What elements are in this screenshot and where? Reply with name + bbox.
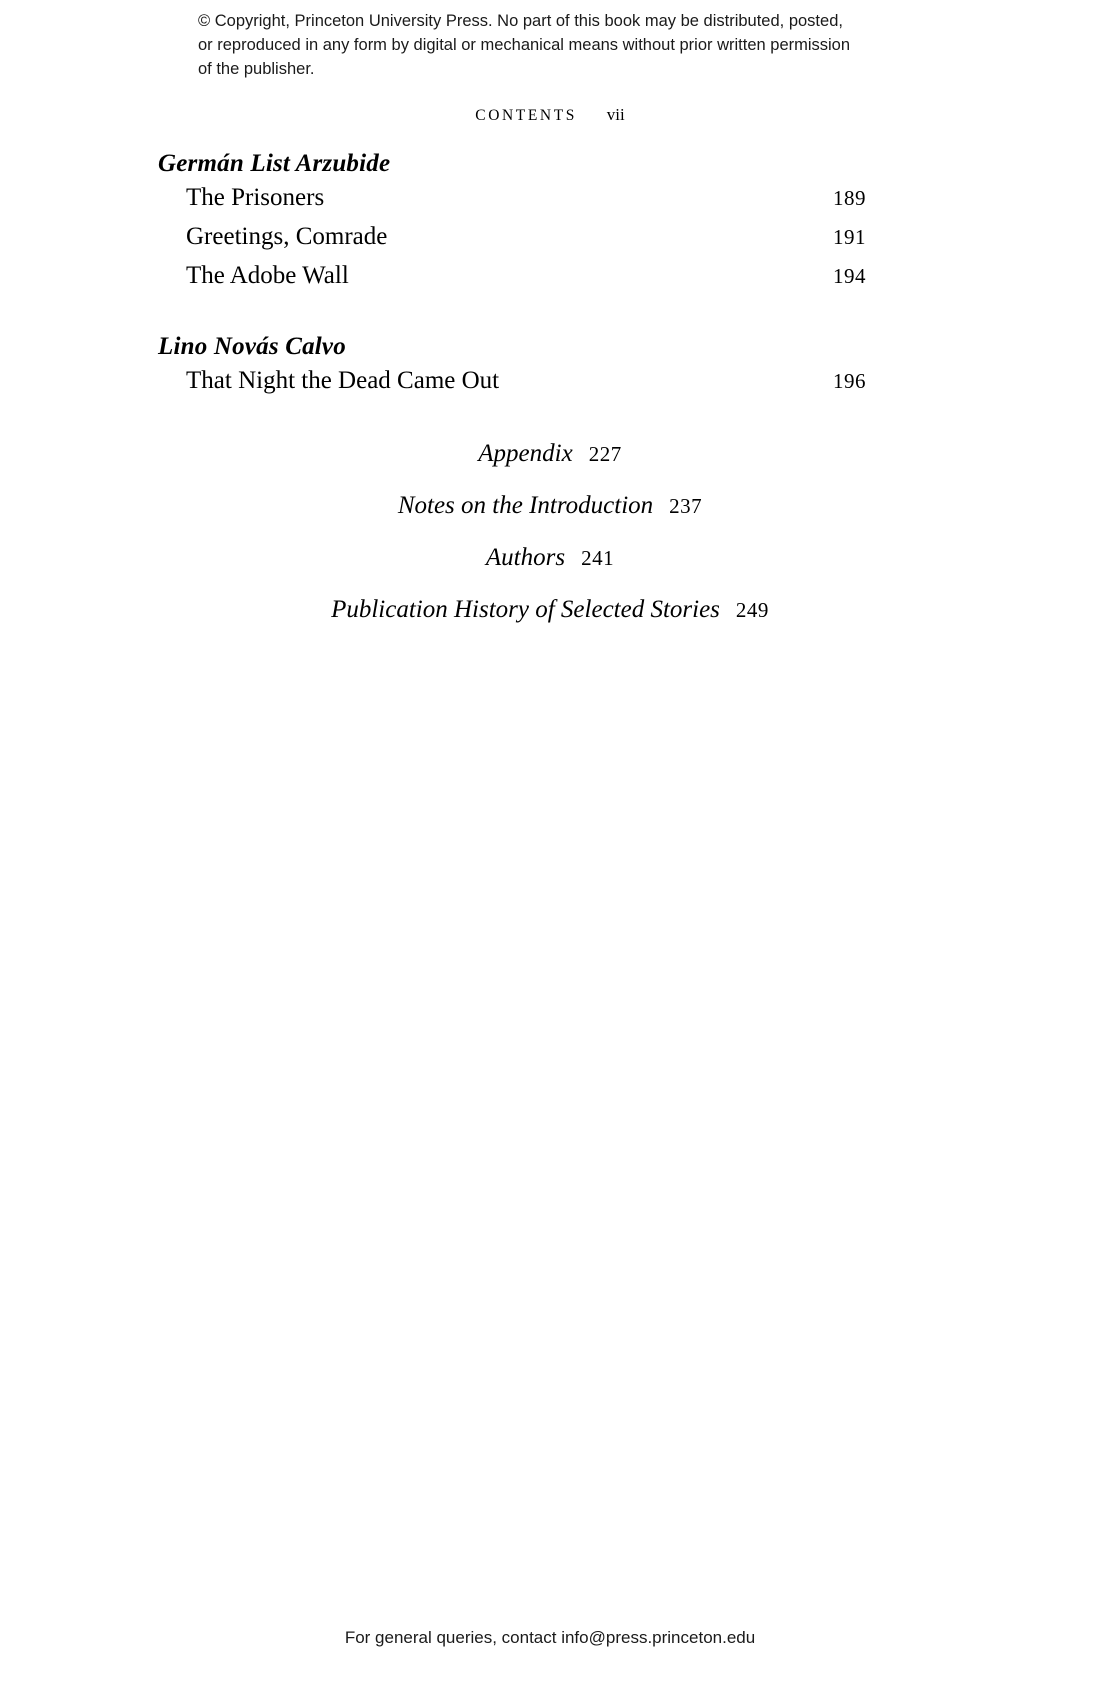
toc-entry-title: The Prisoners xyxy=(186,184,325,211)
backmatter-entry[interactable] xyxy=(0,596,1100,624)
copyright-notice: © Copyright, Princeton University Press. No part of this book may be distributed, posted, or reproduced in any form by digital or mechanical means without prior written permission of the publisher. xyxy=(198,12,851,78)
backmatter-entry[interactable] xyxy=(0,440,1100,468)
backmatter-title: Authors xyxy=(485,544,566,571)
toc-entry-page: 191 xyxy=(833,225,866,249)
backmatter-page: 227 xyxy=(588,442,622,466)
running-head xyxy=(0,105,1100,125)
toc-entry[interactable] xyxy=(186,367,866,406)
backmatter-entry[interactable] xyxy=(0,544,1100,572)
toc-entry-page: 189 xyxy=(833,186,866,210)
toc-entry[interactable] xyxy=(186,223,866,262)
backmatter-title: Publication History of Selected Stories xyxy=(331,596,720,623)
table-of-contents xyxy=(0,150,1100,410)
backmatter-page: 237 xyxy=(669,494,703,518)
running-head-label: CONTENTS xyxy=(475,107,578,124)
toc-author-heading: Germán List Arzubide xyxy=(158,150,391,177)
backmatter-page: 249 xyxy=(735,598,769,622)
toc-entry-title: Greetings, Comrade xyxy=(186,223,388,250)
backmatter-title: Appendix xyxy=(478,440,573,467)
backmatter-page: 241 xyxy=(581,546,615,570)
toc-author-heading: Lino Novás Calvo xyxy=(158,333,346,360)
page-folio: vii xyxy=(606,105,625,124)
toc-entry-page: 196 xyxy=(833,369,866,393)
backmatter-entry[interactable] xyxy=(0,492,1100,520)
backmatter-title: Notes on the Introduction xyxy=(397,492,654,519)
toc-entry-title: The Adobe Wall xyxy=(186,262,349,289)
toc-entry[interactable] xyxy=(186,184,866,223)
toc-group xyxy=(0,333,1100,406)
toc-entry-page: 194 xyxy=(833,264,866,288)
backmatter-list xyxy=(0,440,1100,648)
toc-entry[interactable] xyxy=(186,262,866,301)
toc-entry-title: That Night the Dead Came Out xyxy=(186,367,500,394)
toc-group xyxy=(0,150,1100,301)
footer-queries-text: For general queries, contact info@press.princeton.edu xyxy=(344,1628,756,1647)
